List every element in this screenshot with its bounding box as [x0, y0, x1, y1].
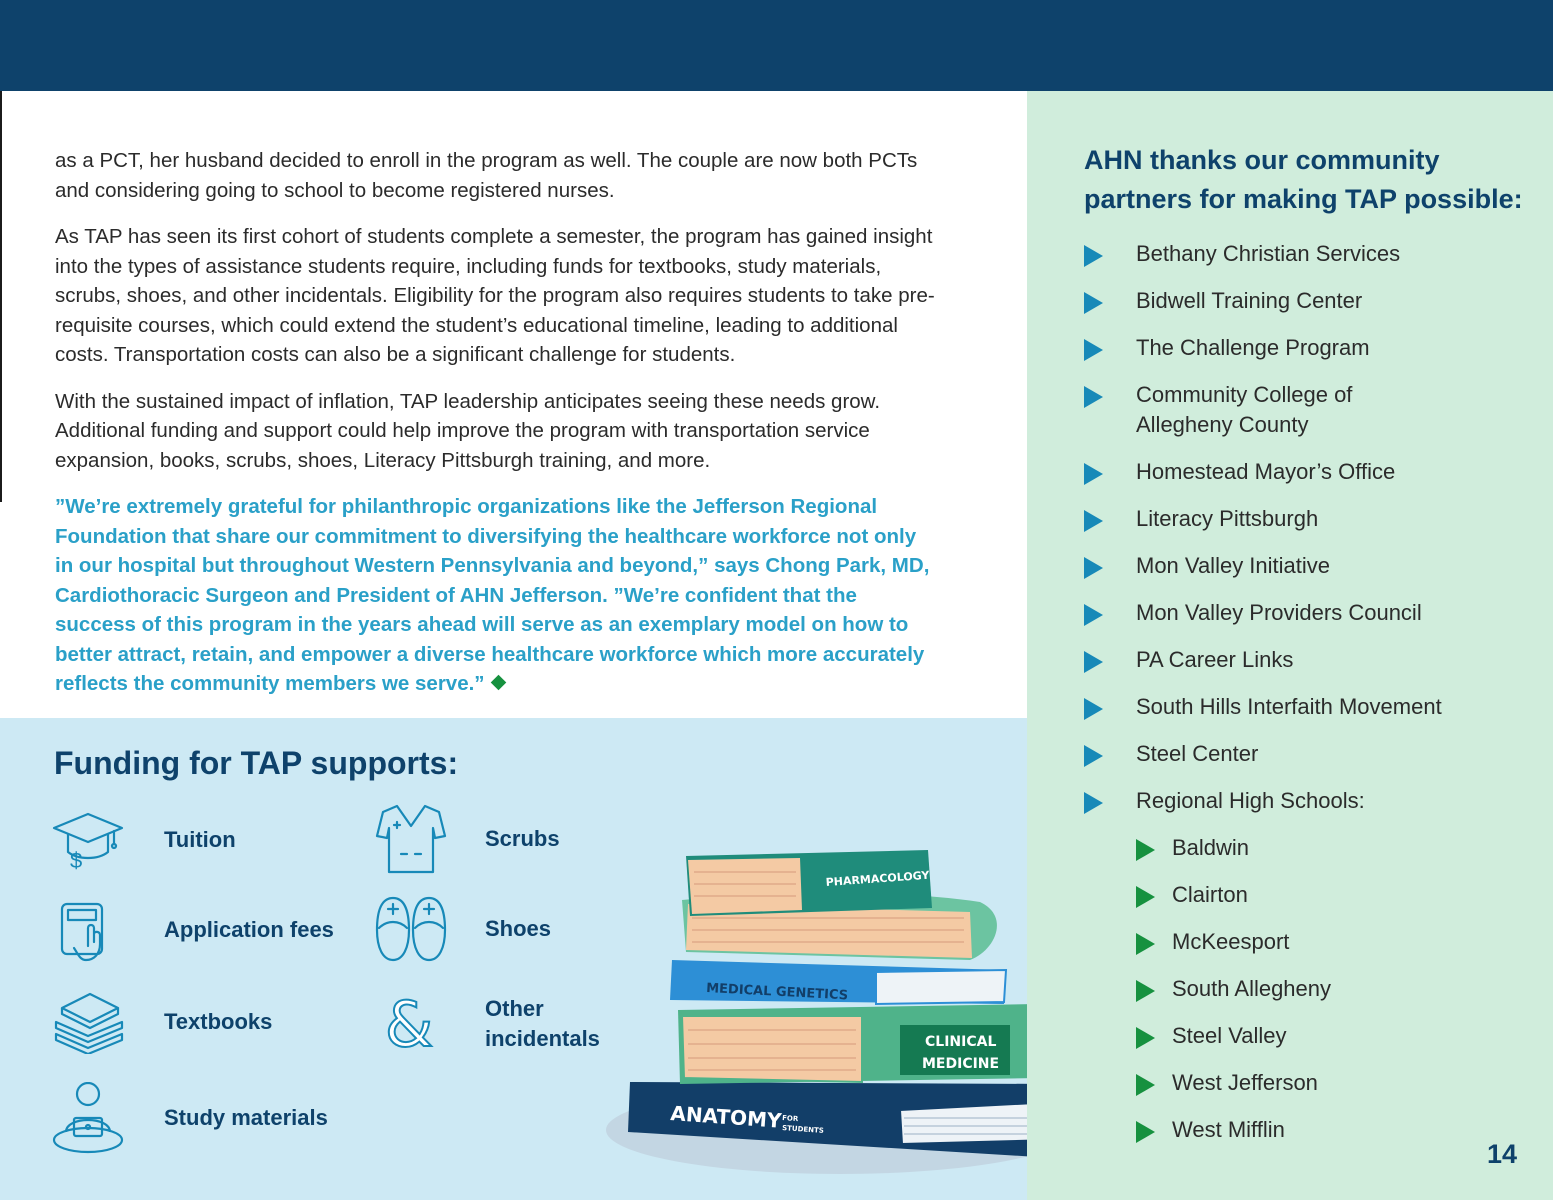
partner-name: The Challenge Program — [1136, 335, 1370, 360]
funding-item-tuition — [52, 808, 236, 872]
svg-text:$: $ — [70, 848, 83, 872]
partner-list — [1084, 239, 1544, 1162]
bullet-triangle-icon — [1084, 604, 1103, 626]
list-item — [1084, 333, 1544, 363]
bullet-triangle-icon — [1136, 1027, 1155, 1049]
partner-name: Steel Center — [1136, 741, 1259, 766]
quote-text: ”We’re extremely grateful for philanthropic organizations like the Jefferson Regional Foundation that share our commitment to diversifying the healthcare workforce not only in our hospital but throughout Western Pennsylvania and beyond,” says Chong Park, MD, Cardiothoracic Surgeon and President of AHN Jefferson. ”We’re confident that the success of this program in the years ahead will serve as an exemplary model on how to better attract, retain, and empower a diverse healthcare workforce which more accurately reflects the community members we serve.” — [55, 495, 930, 695]
school-name: West Jefferson — [1172, 1070, 1318, 1095]
graduation-cap-icon — [52, 808, 124, 872]
end-diamond-icon — [490, 675, 506, 691]
funding-item-scrubs — [375, 804, 560, 874]
header-bar — [0, 0, 1553, 91]
school-name: South Allegheny — [1172, 976, 1332, 1001]
bullet-triangle-icon — [1084, 463, 1103, 485]
school-item — [1084, 1021, 1544, 1051]
school-item — [1084, 1068, 1544, 1098]
bullet-triangle-icon — [1136, 1121, 1155, 1143]
book-stack-icon — [52, 990, 124, 1054]
funding-label: Tuition — [164, 827, 236, 852]
bullet-triangle-icon — [1136, 886, 1155, 908]
bullet-triangle-icon — [1136, 933, 1155, 955]
funding-item-textbooks — [52, 990, 272, 1054]
paragraph: With the sustained impact of inflation, TAP leadership anticipates seeing these needs grow. Additional funding and support could help improve the program with transportation service expansion, books, scrubs, shoes, Literacy Pittsburgh training, and more. — [55, 389, 881, 472]
article-body — [55, 146, 935, 716]
partner-name: Mon Valley Initiative — [1136, 553, 1331, 578]
book-stack-illustration — [600, 820, 1080, 1190]
list-item — [1084, 380, 1386, 440]
list-item — [1084, 286, 1544, 316]
school-name: West Mifflin — [1172, 1117, 1285, 1142]
svg-text:&: & — [384, 992, 434, 1056]
funding-label: Application fees — [164, 917, 334, 942]
shoes-icon — [375, 896, 447, 962]
bullet-triangle-icon — [1084, 745, 1103, 767]
student-laptop-icon — [52, 1082, 124, 1154]
list-item — [1084, 551, 1544, 581]
school-name: McKeesport — [1172, 929, 1290, 954]
bullet-triangle-icon — [1084, 557, 1103, 579]
book-title-for: FOR — [781, 1114, 799, 1124]
bullet-triangle-icon — [1136, 980, 1155, 1002]
scrubs-shirt-icon — [375, 804, 447, 874]
partner-name: Bidwell Training Center — [1136, 288, 1363, 313]
partner-name: PA Career Links — [1136, 647, 1294, 672]
school-item — [1084, 927, 1544, 957]
funding-label: Scrubs — [485, 826, 560, 851]
list-item — [1084, 786, 1544, 816]
partner-name: Community College of Allegheny County — [1136, 382, 1353, 437]
bullet-triangle-icon — [1084, 792, 1103, 814]
funding-label: Study materials — [164, 1105, 328, 1130]
partner-name: Homestead Mayor’s Office — [1136, 459, 1396, 484]
list-item — [1084, 598, 1544, 628]
list-item — [1084, 504, 1544, 534]
book-title-students: STUDENTS — [781, 1124, 825, 1135]
school-name: Baldwin — [1172, 835, 1250, 860]
bullet-triangle-icon — [1136, 839, 1155, 861]
school-name: Clairton — [1172, 882, 1248, 907]
bullet-triangle-icon — [1084, 339, 1103, 361]
sidebar-title: AHN thanks our community partners for making TAP possible: — [1084, 145, 1523, 214]
school-item — [1084, 1115, 1544, 1145]
bullet-triangle-icon — [1084, 651, 1103, 673]
partner-name: Bethany Christian Services — [1136, 241, 1401, 266]
book-title-genetics: MEDICAL GENETICS — [705, 981, 849, 1004]
ampersand-icon — [375, 992, 447, 1056]
bullet-triangle-icon — [1084, 386, 1103, 408]
list-item — [1084, 645, 1544, 675]
partners-sidebar — [1027, 91, 1553, 1200]
funding-item-shoes — [375, 896, 551, 962]
book-title-medicine: MEDICINE — [922, 1056, 1000, 1072]
book-title-clinical: CLINICAL — [925, 1034, 997, 1050]
book-title-pharmacology: PHARMACOLOGY — [825, 868, 930, 889]
bullet-triangle-icon — [1084, 698, 1103, 720]
partner-name: Mon Valley Providers Council — [1136, 600, 1422, 625]
bullet-triangle-icon — [1136, 1074, 1155, 1096]
left-rule — [0, 91, 2, 502]
page-number: 14 — [1486, 1139, 1517, 1169]
list-item — [1084, 739, 1544, 769]
bullet-triangle-icon — [1084, 510, 1103, 532]
school-item — [1084, 880, 1544, 910]
school-name: Steel Valley — [1172, 1023, 1287, 1048]
partner-name: South Hills Interfaith Movement — [1136, 694, 1442, 719]
pull-quote — [55, 492, 935, 699]
list-item — [1084, 239, 1544, 269]
funding-item-other — [375, 992, 605, 1056]
school-item — [1084, 833, 1544, 863]
book-title-anatomy: ANATOMY — [669, 1101, 783, 1133]
partner-name: Literacy Pittsburgh — [1136, 506, 1319, 531]
list-item — [1084, 692, 1544, 722]
funding-item-study-materials — [52, 1082, 328, 1154]
funding-label: Shoes — [485, 916, 552, 941]
paragraph: as a PCT, her husband decided to enroll in the program as well. The couple are now both PCTs and considering going to school to become registered nurses. — [55, 149, 918, 202]
partner-name: Regional High Schools: — [1136, 788, 1365, 813]
list-item — [1084, 457, 1544, 487]
funding-item-application-fees — [52, 898, 334, 962]
bullet-triangle-icon — [1084, 245, 1103, 267]
paragraph: As TAP has seen its first cohort of students complete a semester, the program has gained insight into the types of assistance students require, including funds for textbooks, study materials, scrubs, shoes, and other incidentals. Eligibility for the program also requires students to take pre-requisite courses, which could extend the student’s educational timeline, leading to additional costs. Transportation costs can also be a significant challenge for students. — [55, 225, 935, 366]
school-item — [1084, 974, 1544, 1004]
funding-title: Funding for TAP supports: — [54, 745, 459, 781]
funding-label: Other incidentals — [485, 996, 600, 1051]
funding-label: Textbooks — [164, 1009, 273, 1034]
bullet-triangle-icon — [1084, 292, 1103, 314]
payment-terminal-icon — [52, 898, 124, 962]
